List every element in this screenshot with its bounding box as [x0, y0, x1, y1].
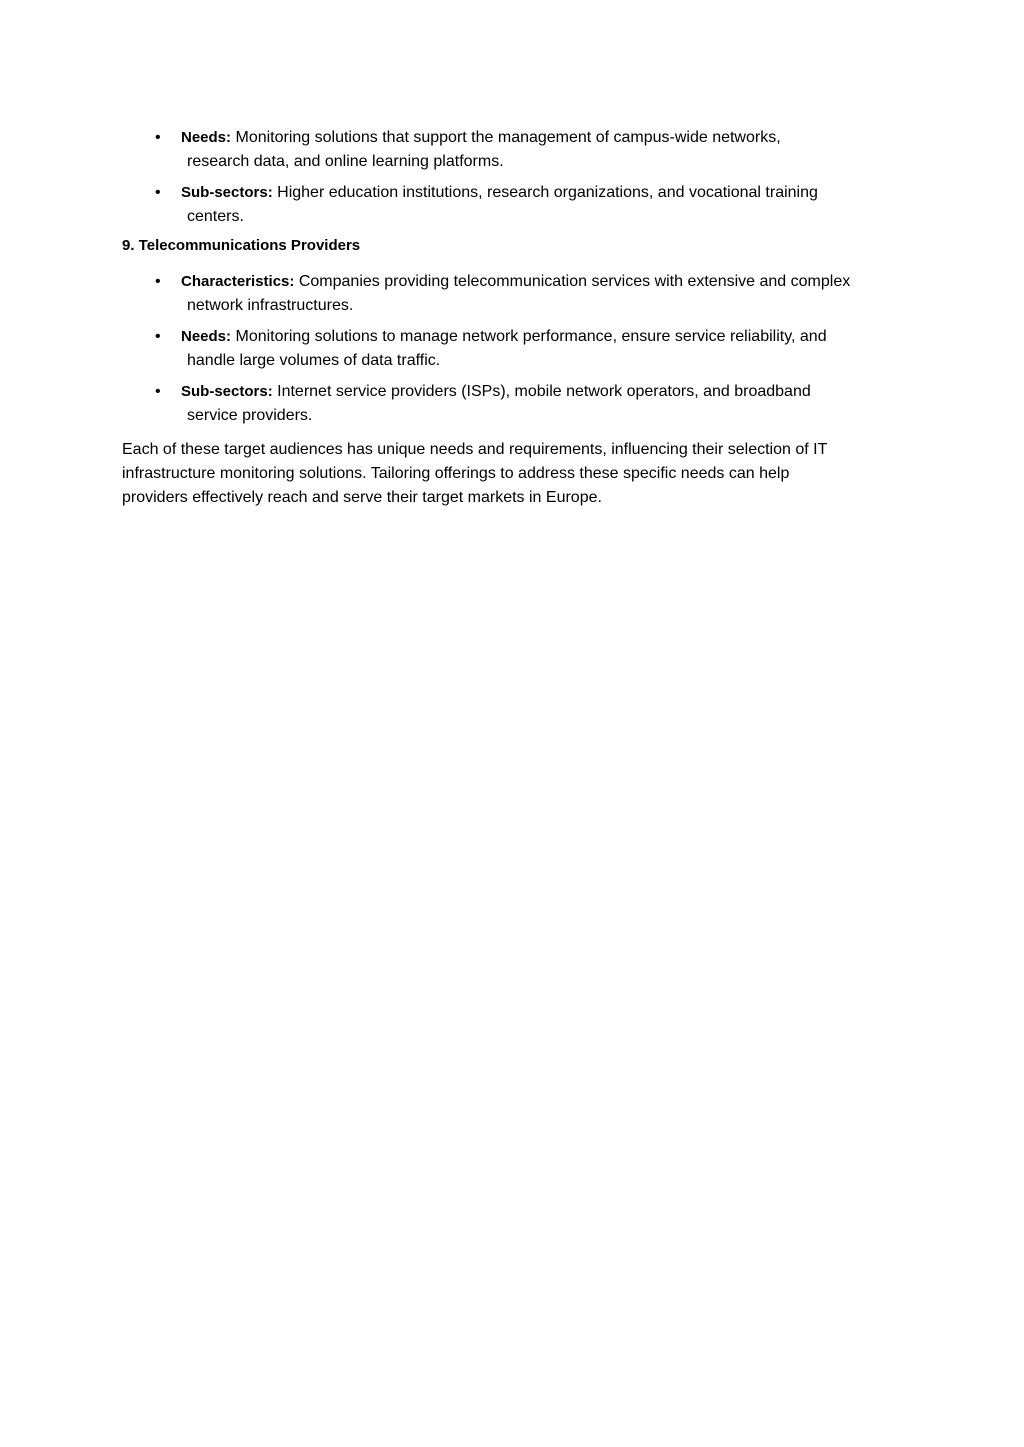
item-label: Sub-sectors:	[181, 383, 273, 400]
closing-line: Each of these target audiences has unique needs and requirements, influencing their selection of IT	[122, 441, 828, 458]
education-bullet-list	[0, 126, 1024, 236]
item-text: Companies providing telecommunication services with extensive and complex	[298, 273, 851, 290]
list-item	[0, 181, 1024, 229]
item-text-continued: handle large volumes of data traffic.	[187, 352, 441, 369]
item-label: Needs:	[181, 328, 232, 345]
bullet-icon: •	[155, 383, 161, 400]
section-heading: 9. Telecommunications Providers	[122, 237, 361, 254]
telecom-bullet-list	[0, 270, 1024, 435]
bullet-icon: •	[155, 328, 161, 345]
item-text-continued: centers.	[187, 208, 244, 225]
list-item	[0, 270, 1024, 318]
item-label: Characteristics:	[181, 273, 295, 290]
item-text-continued: network infrastructures.	[187, 297, 354, 314]
item-text-continued: service providers.	[187, 407, 313, 424]
bullet-icon: •	[155, 273, 161, 290]
item-text: Higher education institutions, research organizations, and vocational training	[277, 184, 818, 201]
closing-line: infrastructure monitoring solutions. Tailoring offerings to address these specific needs can help	[122, 465, 790, 482]
list-item	[0, 126, 1024, 174]
closing-line: providers effectively reach and serve their target markets in Europe.	[122, 489, 602, 506]
list-item	[0, 380, 1024, 428]
bullet-icon: •	[155, 129, 161, 146]
bullet-icon: •	[155, 184, 161, 201]
item-label: Needs:	[181, 129, 232, 146]
item-label: Sub-sectors:	[181, 184, 273, 201]
closing-paragraph	[122, 438, 912, 510]
item-text: Monitoring solutions that support the management of campus-wide networks,	[235, 129, 781, 146]
item-text: Internet service providers (ISPs), mobile network operators, and broadband	[277, 383, 811, 400]
item-text-continued: research data, and online learning platforms.	[187, 153, 504, 170]
item-text: Monitoring solutions to manage network performance, ensure service reliability, and	[235, 328, 827, 345]
list-item	[0, 325, 1024, 373]
